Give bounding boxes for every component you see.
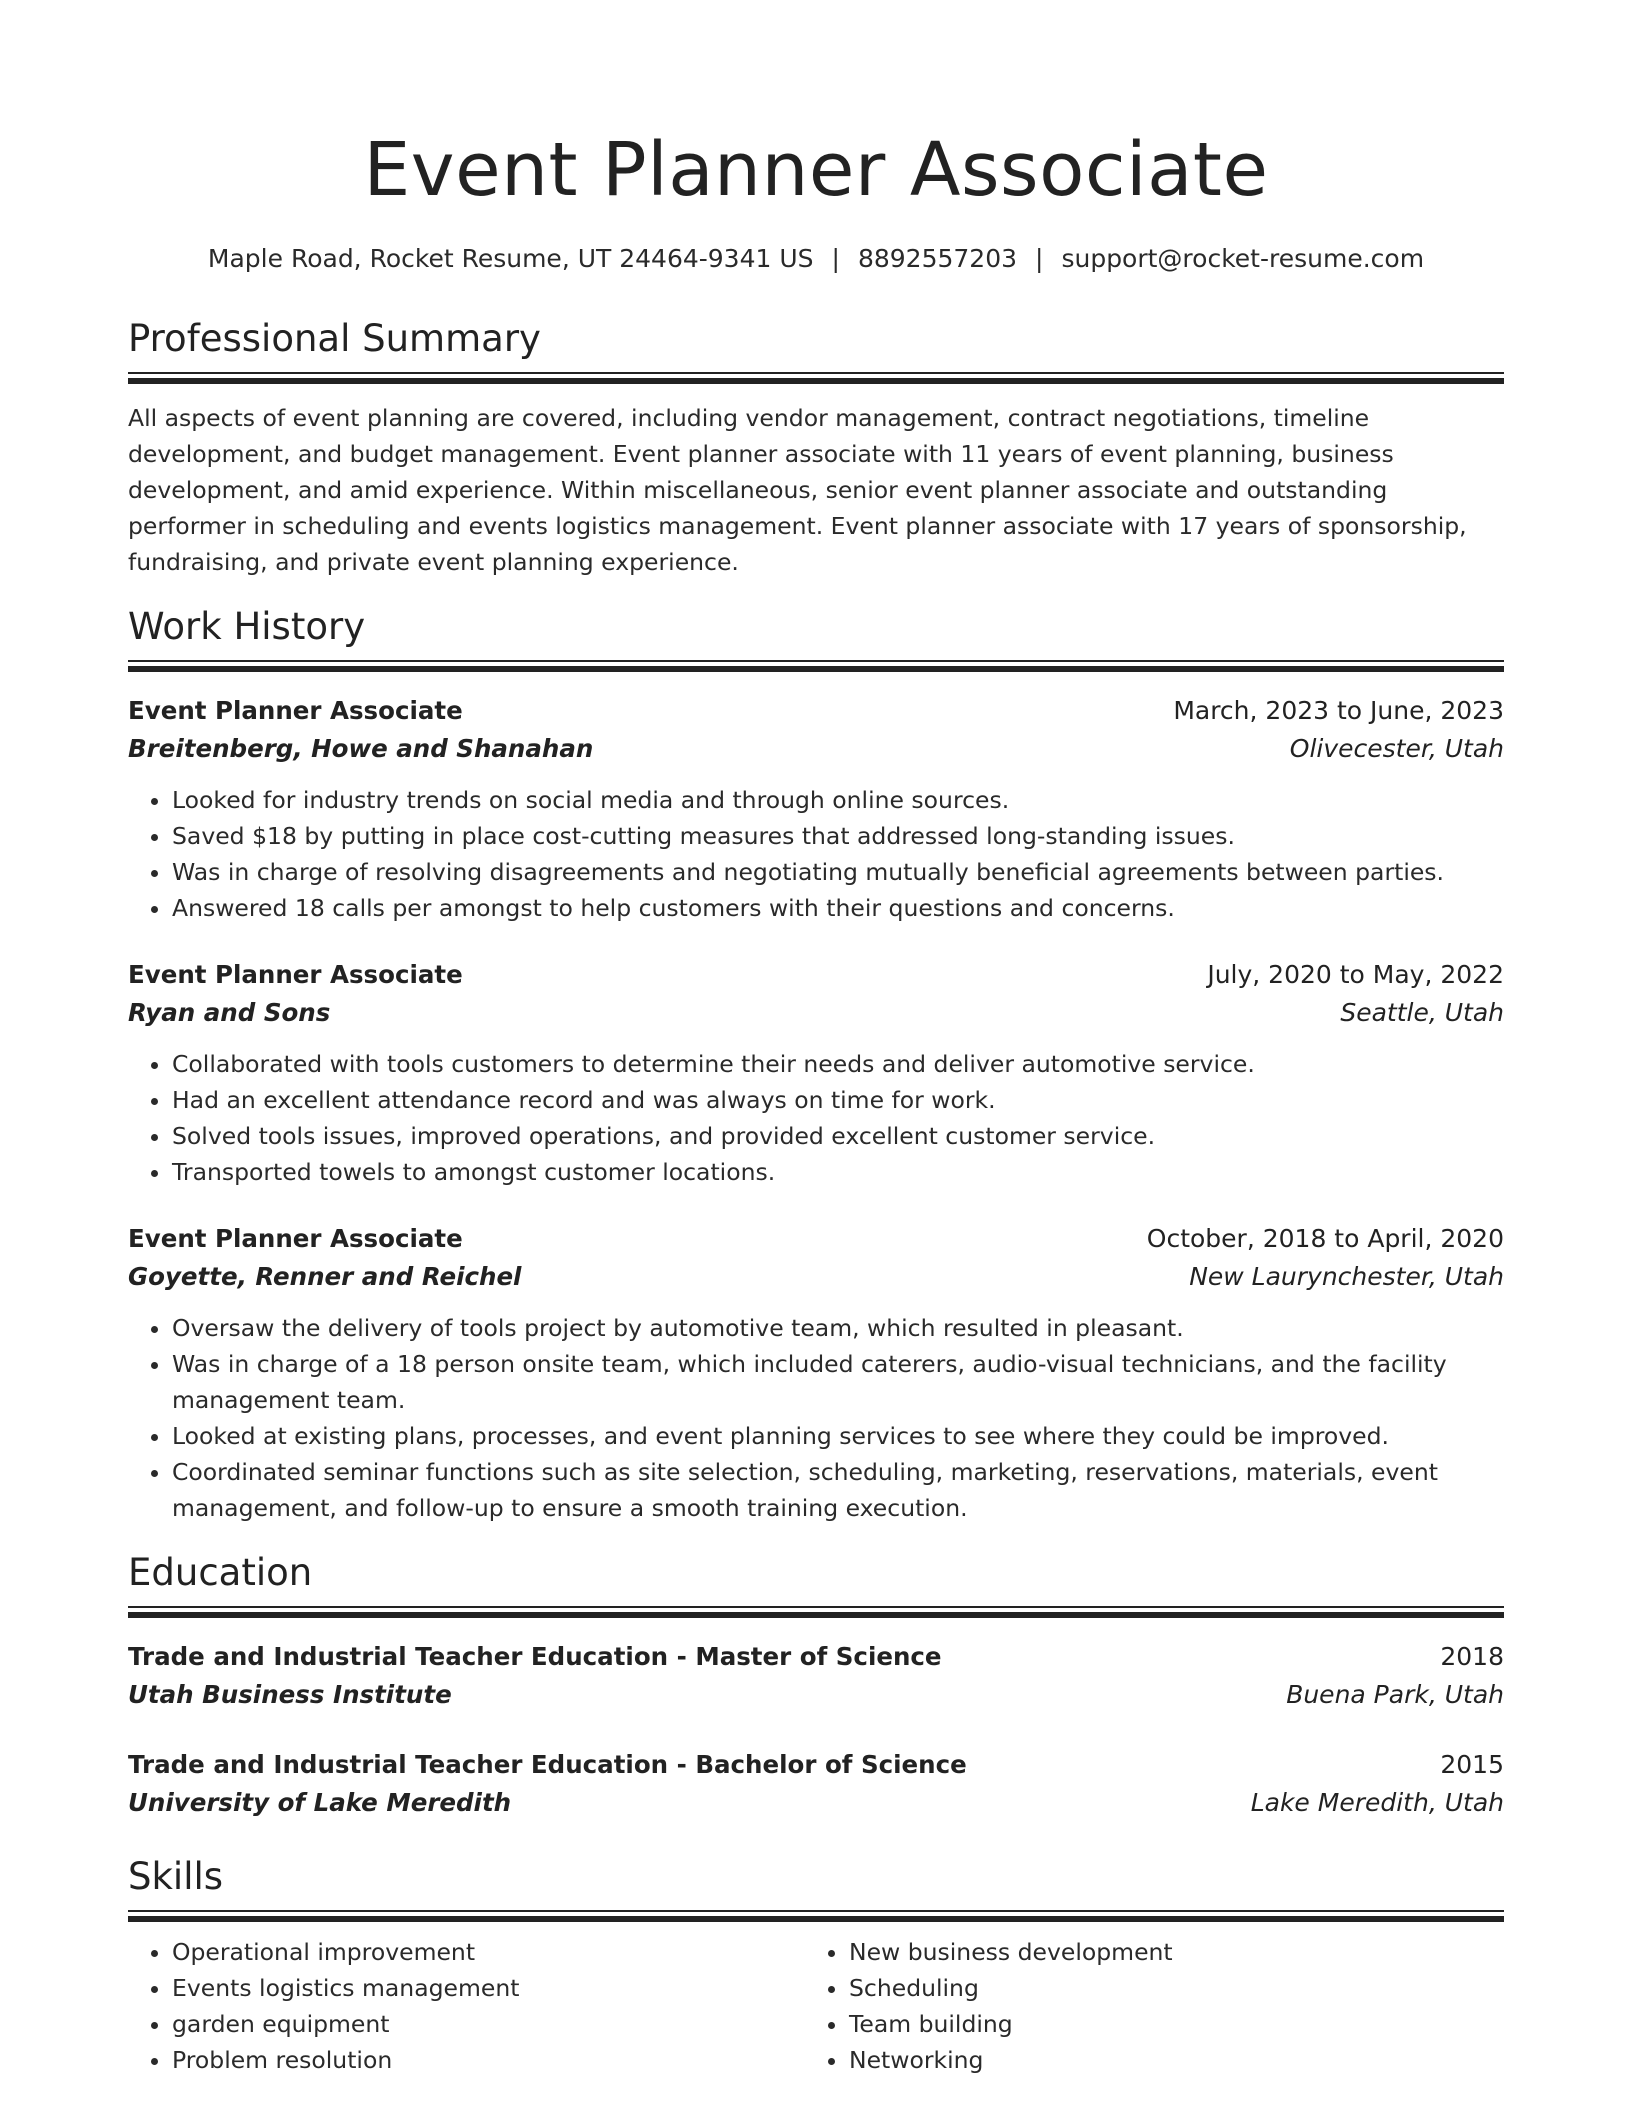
job-company: Breitenberg, Howe and Shanahan: [128, 734, 594, 763]
job-bullet: • Looked for industry trends on social media and through online sources.: [172, 782, 1504, 818]
skill-item: • Operational improvement: [172, 1934, 805, 1970]
education-location: Lake Meredith, Utah: [1250, 1788, 1504, 1817]
job-company: Goyette, Renner and Reichel: [128, 1262, 522, 1291]
job-bullets: [128, 1310, 1504, 1526]
candidate-name: Event Planner Associate: [363, 127, 1269, 213]
job-role: Event Planner Associate: [128, 1224, 463, 1253]
education-location: Buena Park, Utah: [1286, 1680, 1504, 1709]
job-company: Ryan and Sons: [128, 998, 331, 1027]
job-dates: October, 2018 to April, 2020: [1146, 1224, 1504, 1253]
job-role: Event Planner Associate: [128, 696, 463, 725]
education-school: University of Lake Meredith: [128, 1788, 512, 1817]
contact-email[interactable]: support@rocket-resume.com: [1061, 244, 1425, 273]
education-year: 2015: [1440, 1750, 1504, 1779]
section-divider: [128, 660, 1504, 674]
skills-list-left: [128, 1934, 805, 2078]
job-bullet: • Was in charge of resolving disagreements and negotiating mutually beneficial agreements between parties.: [172, 854, 1504, 890]
summary-section: [128, 314, 1504, 580]
education-entry: [128, 1746, 1504, 1822]
job-entry: [128, 692, 1504, 926]
section-divider: [128, 1910, 1504, 1924]
skill-item: • Events logistics management: [172, 1970, 805, 2006]
section-title-work-history: Work History: [128, 605, 366, 648]
education-section: [128, 1548, 1504, 1822]
skill-item: • garden equipment: [172, 2006, 805, 2042]
work-history-section: [128, 602, 1504, 1526]
job-location: Olivecester, Utah: [1289, 734, 1504, 763]
skills-section: [128, 1852, 1504, 2078]
section-divider: [128, 1606, 1504, 1620]
section-title-summary: Professional Summary: [128, 317, 541, 360]
resume-page: [128, 0, 1504, 2078]
education-year: 2018: [1440, 1642, 1504, 1671]
skills-columns: [128, 1934, 1504, 2078]
skill-item: • Scheduling: [849, 1970, 1482, 2006]
job-dates: March, 2023 to June, 2023: [1173, 696, 1504, 725]
job-location: New Laurynchester, Utah: [1189, 1262, 1504, 1291]
job-bullet: • Oversaw the delivery of tools project by automotive team, which resulted in pleasant.: [172, 1310, 1504, 1346]
contact-separator: |: [831, 244, 840, 273]
job-location: Seattle, Utah: [1340, 998, 1504, 1027]
job-bullet: • Was in charge of a 18 person onsite team, which included caterers, audio-visual technicians, and the facility management team.: [172, 1346, 1504, 1418]
education-entry: [128, 1638, 1504, 1714]
job-bullet: • Answered 18 calls per amongst to help customers with their questions and concerns.: [172, 890, 1504, 926]
job-entry: [128, 956, 1504, 1190]
job-entry: [128, 1220, 1504, 1526]
contact-phone: 8892557203: [857, 244, 1018, 273]
contact-address: Maple Road, Rocket Resume, UT 24464-9341 US: [207, 244, 814, 273]
section-title-skills: Skills: [128, 1855, 224, 1898]
job-bullet: • Had an excellent attendance record and was always on time for work.: [172, 1082, 1504, 1118]
job-bullet: • Saved $18 by putting in place cost-cutting measures that addressed long-standing issues.: [172, 818, 1504, 854]
job-bullet: • Transported towels to amongst customer locations.: [172, 1154, 1504, 1190]
job-bullet: • Solved tools issues, improved operations, and provided excellent customer service.: [172, 1118, 1504, 1154]
section-title-education: Education: [128, 1551, 313, 1594]
job-role: Event Planner Associate: [128, 960, 463, 989]
job-bullet: • Coordinated seminar functions such as site selection, scheduling, marketing, reservations, materials, event management, and follow-up to ensure a smooth training execution.: [172, 1454, 1504, 1526]
skill-item: • Problem resolution: [172, 2042, 805, 2078]
contact-separator: |: [1035, 244, 1044, 273]
section-divider: [128, 372, 1504, 386]
job-bullets: [128, 782, 1504, 926]
skill-item: • New business development: [849, 1934, 1482, 1970]
skill-item: • Networking: [849, 2042, 1482, 2078]
skills-list-right: [805, 1934, 1482, 2078]
job-bullet: • Collaborated with tools customers to determine their needs and deliver automotive service.: [172, 1046, 1504, 1082]
education-degree: Trade and Industrial Teacher Education - Master of Science: [128, 1642, 942, 1671]
job-bullets: [128, 1046, 1504, 1190]
contact-line: [128, 242, 1504, 276]
education-school: Utah Business Institute: [128, 1680, 452, 1709]
skill-item: • Team building: [849, 2006, 1482, 2042]
job-bullet: • Looked at existing plans, processes, and event planning services to see where they could be improved.: [172, 1418, 1504, 1454]
job-dates: July, 2020 to May, 2022: [1207, 960, 1504, 989]
education-degree: Trade and Industrial Teacher Education - Bachelor of Science: [128, 1750, 967, 1779]
summary-text: All aspects of event planning are covered, including vendor management, contract negotiations, timeline development, and budget management. Event planner associate with 11 years of event planning, business development, and amid experience. Within miscellaneous, senior event planner associate and outstanding performer in scheduling and events logistics management. Event planner associate with 17 years of sponsorship, fundraising, and private event planning experience.: [128, 404, 1467, 576]
